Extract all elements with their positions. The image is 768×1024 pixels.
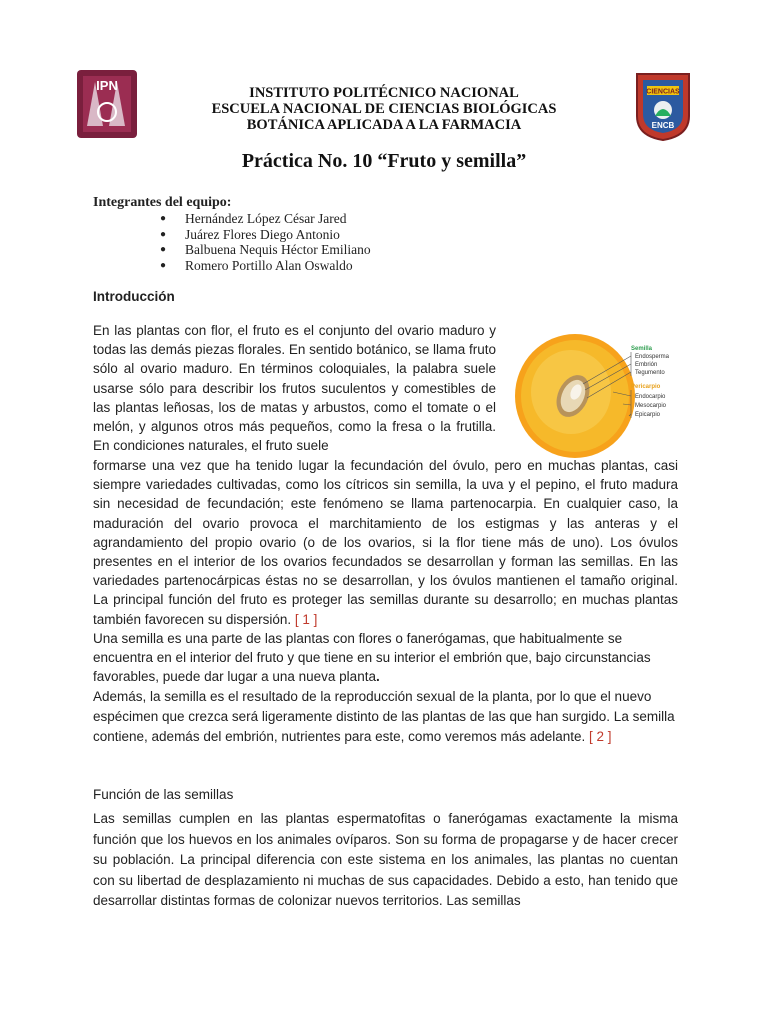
ipn-logo [75,68,139,140]
team-member: ● Balbuena Nequis Héctor Emiliano [160,242,371,258]
label-embrion: Embrión [635,362,658,368]
team-member: ● Romero Portillo Alan Oswaldo [160,258,371,274]
label-epicarpio: Epicarpio [635,412,661,418]
label-tegumento: Tegumento [635,370,665,376]
label-mesocarpio: Mesocarpio [635,403,667,409]
seed-paragraph-text: Una semilla es una parte de las plantas con flores o fanerógamas, que habitualmente se encuentra en el interior del fruto y que tiene en su interior el embrión que, bajo circunstancias favorables, puede dar lugar a una nueva planta [93,631,651,685]
fruit-diagram [513,326,683,460]
team-member: ● Hernández López César Jared [160,211,371,227]
header-line-3: BOTÁNICA APLICADA A LA FARMACIA [246,117,522,133]
seed-paragraph-end: . [375,669,380,685]
intro-paragraph-narrow: En las plantas con flor, el fruto es el conjunto del ovario maduro y todas las demás piezas florales. En sentido botánico, se llama fruto sólo al ovario maduro. En términos coloquiales, la palabra suele usarse sólo para describir los frutos suculentos y comestibles de las plantas leñosas, los de matas y arbustos, como el tomate o el melón, y algunos otros más pequeños, como la fresa o la frutilla. En condiciones naturales, el fruto suele [93,323,496,454]
intro-heading: Introducción [93,289,175,304]
document-title: Práctica No. 10 “Fruto y semilla” [241,150,527,172]
encb-logo-text: ENCB [651,121,675,130]
team-list [160,211,371,273]
encb-logo-sub: CIENCIAS [646,88,680,96]
section-heading-funcion: Función de las semillas [93,787,234,802]
ipn-logo-text: IPN [96,78,118,93]
reference-1: [ 1 ] [294,611,318,627]
reproduction-paragraph-text: Además, la semilla es el resultado de la reproducción sexual de la planta, por lo que el nuevo espécimen que crezca será ligeramente distinto de las plantas de las que han surgido. La semilla contiene, además del embrión, nutrientes para este, como veremos más adelante. [93,689,675,745]
label-endosperma: Endosperma [635,354,670,360]
header-line-2: ESCUELA NACIONAL DE CIENCIAS BIOLÓGICAS [211,101,557,117]
label-semilla: Semilla [631,346,653,352]
label-endocarpio: Endocarpio [635,394,666,400]
seed-paragraph [93,629,678,687]
reference-2: [ 2 ] [589,729,612,745]
label-pericarpio: Pericarpio [631,384,661,390]
header-line-1: INSTITUTO POLITÉCNICO NACIONAL [249,85,519,101]
team-label: Integrantes del equipo: [93,195,232,210]
funcion-paragraph: Las semillas cumplen en las plantas espermatofitas o fanerógamas exactamente la misma función que los huevos en los animales ovíparos. Son su forma de propagarse y de hacer crecer su población. La principal diferencia con este sistema en los animales, las plantas no cuentan con su libertad de desplazamiento ni muchas de sus capacidades. Debido a esto, han tenido que desarrollar distintas formas de colonizar nuevos territorios. Las semillas [93,811,678,909]
reproduction-paragraph [93,687,678,748]
team-member: ● Juárez Flores Diego Antonio [160,227,371,243]
intro-paragraph-wide [93,456,678,629]
intro-paragraph-wide-text: formarse una vez que ha tenido lugar la fecundación del óvulo, pero en muchas plantas, casi siempre variedades cultivadas, como los cítricos sin semilla, la uva y el pepino, el fruto madura sin necesidad de fecundación; este fenómeno se llama partenocarpia. En cualquier caso, la maduración del ovario provoca el marchitamiento de los estigmas y las anteras y el agrandamiento del propio ovario (o de los ovarios, si la flor tiene más de uno). Los óvulos presentes en el interior de los ovarios fecundados se desarrollan y forman las semillas. En las variedades partenocárpicas éstas no se desarrollan, y los óvulos mantienen el tamaño original. La principal función del fruto es proteger las semillas durante su desarrollo; en muchas plantas también favorecen su dispersión. [93,458,678,627]
institution-header [170,85,598,133]
encb-logo [633,70,693,142]
